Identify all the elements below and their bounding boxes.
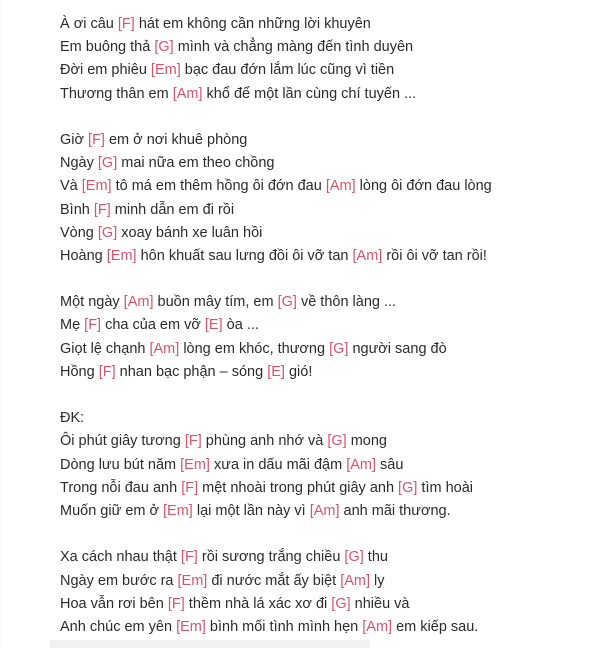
stanza-gap — [60, 268, 580, 291]
chord-label: [Em] — [180, 456, 210, 473]
chord-label: [Am] — [346, 456, 377, 473]
lyric-line — [60, 175, 580, 198]
lyric-line — [60, 83, 580, 106]
stanza-gap — [60, 384, 580, 407]
lyric-text: òa ... — [222, 317, 259, 334]
lyric-text: Giọt lệ chạnh — [60, 340, 150, 357]
lyric-text: cha của em vỡ — [101, 317, 205, 334]
chord-label: [Am] — [172, 85, 203, 102]
lyric-text: thềm nhà lá xác xơ đi — [184, 595, 332, 612]
lyric-text: bình mối tình mình hẹn — [205, 618, 363, 635]
lyric-text: mình và chẳng màng đến tình duyên — [173, 39, 414, 56]
chord-label: [Am] — [309, 502, 340, 519]
chord-label: [G] — [327, 433, 347, 450]
chord-label: [Em] — [177, 572, 208, 589]
lyric-text: Anh chúc em yên — [60, 618, 177, 635]
lyric-text: anh mãi thương. — [339, 502, 451, 519]
lyric-line — [60, 430, 580, 453]
lyric-line — [60, 546, 580, 569]
lyric-text: tìm hoài — [417, 479, 473, 496]
lyric-text: hôn khuất sau lưng đồi ôi vỡ tan — [136, 247, 353, 264]
chord-label: [Am] — [352, 247, 383, 264]
chord-label: [Am] — [325, 178, 356, 195]
chord-label: [Am] — [362, 618, 393, 635]
lyric-text: thu — [363, 549, 388, 566]
chord-label: [Em] — [81, 178, 112, 195]
chord-label: [G] — [154, 39, 174, 56]
lyric-text: xoay bánh xe luân hồi — [117, 224, 263, 241]
lyric-text: À ơi câu — [60, 16, 118, 32]
lyric-line — [60, 152, 580, 175]
lyric-text: Dòng lưu bút năm — [60, 456, 181, 473]
lyric-line — [60, 500, 580, 523]
lyric-text: xưa in dấu mãi đậm — [209, 456, 347, 473]
lyric-line — [60, 593, 580, 616]
lyric-line — [60, 13, 580, 36]
lyric-text: Em buông thả — [60, 39, 155, 56]
stanza-gap — [60, 106, 580, 129]
lyric-text: phùng anh nhớ và — [201, 433, 328, 450]
lyric-text: Ngày — [60, 155, 98, 172]
lyric-text: Thương thân em — [60, 85, 173, 102]
chord-label: [E] — [267, 363, 285, 380]
lyric-text: em ở nơi khuê phòng — [104, 131, 248, 148]
lyric-text: Ngày em bước ra — [60, 572, 178, 589]
lyric-line — [60, 570, 580, 593]
lyric-text: người sang đò — [348, 340, 447, 357]
chord-label: [F] — [184, 433, 202, 450]
chord-label: [G] — [331, 595, 351, 612]
page-edge — [0, 0, 2, 649]
chord-label: [Am] — [123, 294, 154, 311]
lyrics-sheet — [60, 13, 580, 639]
lyric-text: gió! — [284, 363, 313, 380]
lyric-text: lòng em khóc, thương — [179, 340, 330, 357]
lyric-text: mệt nhoài trong phút giây anh — [198, 479, 399, 496]
lyric-text: minh dẫn em đi rồi — [110, 201, 235, 218]
lyric-text: mai nữa em theo chồng — [117, 155, 275, 172]
chord-label: [F] — [93, 201, 111, 218]
lyric-text: Muốn giữ em ở — [60, 502, 164, 519]
lyric-text: Trong nỗi đau anh — [60, 479, 182, 496]
chord-label: [F] — [180, 549, 198, 566]
chord-label: [F] — [88, 131, 105, 148]
lyric-text: Đời em phiêu — [60, 62, 151, 79]
lyric-line — [60, 338, 580, 361]
chord-label: [G] — [398, 479, 418, 496]
chord-label: [Em] — [176, 618, 206, 635]
lyric-line — [60, 477, 580, 500]
lyric-line — [60, 59, 580, 82]
lyric-text: bạc đau đớn lắm lúc cũng vì tiền — [180, 62, 395, 79]
lyric-text: Bình — [60, 201, 94, 218]
lyric-text: rồi ôi vỡ tan rồi! — [382, 247, 487, 264]
lyric-line — [60, 245, 580, 268]
lyric-text: nhan bạc phận – sóng — [115, 363, 268, 380]
lyric-line — [60, 36, 580, 59]
lyric-line — [60, 361, 580, 384]
chord-label: [G] — [277, 294, 297, 311]
chord-label: [Am] — [149, 340, 180, 357]
lyric-line — [60, 129, 580, 152]
stanza-gap — [60, 523, 580, 546]
chord-label: [E] — [204, 317, 223, 334]
chord-label: [F] — [98, 363, 116, 380]
lyric-text: hát em không cần những lời khuyên — [134, 16, 371, 32]
lyric-text: Vòng — [60, 224, 98, 241]
lyric-text: lại một lần này vì — [192, 502, 310, 519]
lyric-text: buồn mây tím, em — [153, 294, 278, 311]
lyric-text: rồi sương trắng chiều — [197, 549, 345, 566]
lyric-text: Ôi phút giây tương — [60, 433, 185, 450]
bottom-scroll-shadow — [50, 640, 370, 648]
lyric-line — [60, 291, 580, 314]
lyric-text: Hồng — [60, 363, 99, 380]
chord-label: [G] — [97, 224, 118, 241]
lyric-text: nhiều và — [350, 595, 410, 612]
chord-label: [G] — [344, 549, 364, 566]
lyric-text: tô má em thêm hồng ôi đớn đau — [111, 178, 326, 195]
chord-label: [Am] — [340, 572, 371, 589]
chord-label: [F] — [181, 479, 199, 496]
lyric-line — [60, 454, 580, 477]
chord-label: [F] — [167, 595, 185, 612]
chord-label: [G] — [97, 155, 118, 172]
chord-label: [Em] — [163, 502, 193, 519]
lyric-text: Mẹ — [60, 317, 85, 334]
chord-label: [G] — [329, 340, 349, 357]
chord-label: [Em] — [106, 247, 137, 264]
chord-label: [F] — [84, 317, 102, 334]
chorus-label — [60, 407, 580, 430]
lyric-text: lòng ôi đớn đau lòng — [355, 178, 492, 195]
lyric-text: Và — [60, 178, 82, 195]
chord-label: [Em] — [150, 62, 181, 79]
lyric-text: về thôn làng ... — [296, 294, 397, 311]
lyric-text: ly — [370, 572, 385, 589]
lyric-text: Một ngày — [60, 294, 124, 311]
lyric-text: Giờ — [60, 131, 89, 148]
lyric-line — [60, 314, 580, 337]
lyric-text: ĐK: — [60, 410, 85, 427]
lyric-text: Xa cách nhau thật — [60, 549, 181, 566]
lyric-line — [60, 222, 580, 245]
lyric-text: Hoàng — [60, 247, 107, 264]
lyric-line — [60, 199, 580, 222]
lyric-text: khổ để một lần cùng chí tuyến ... — [202, 85, 417, 102]
lyric-text: đi nước mắt ấy biệt — [207, 572, 341, 589]
lyric-text: mong — [346, 433, 387, 450]
chord-label: [F] — [117, 16, 135, 32]
lyric-text: sâu — [376, 456, 404, 473]
lyric-text: em kiếp sau. — [392, 618, 479, 635]
lyric-text: Hoa vẫn rơi bên — [60, 595, 168, 612]
lyric-line — [60, 616, 580, 639]
